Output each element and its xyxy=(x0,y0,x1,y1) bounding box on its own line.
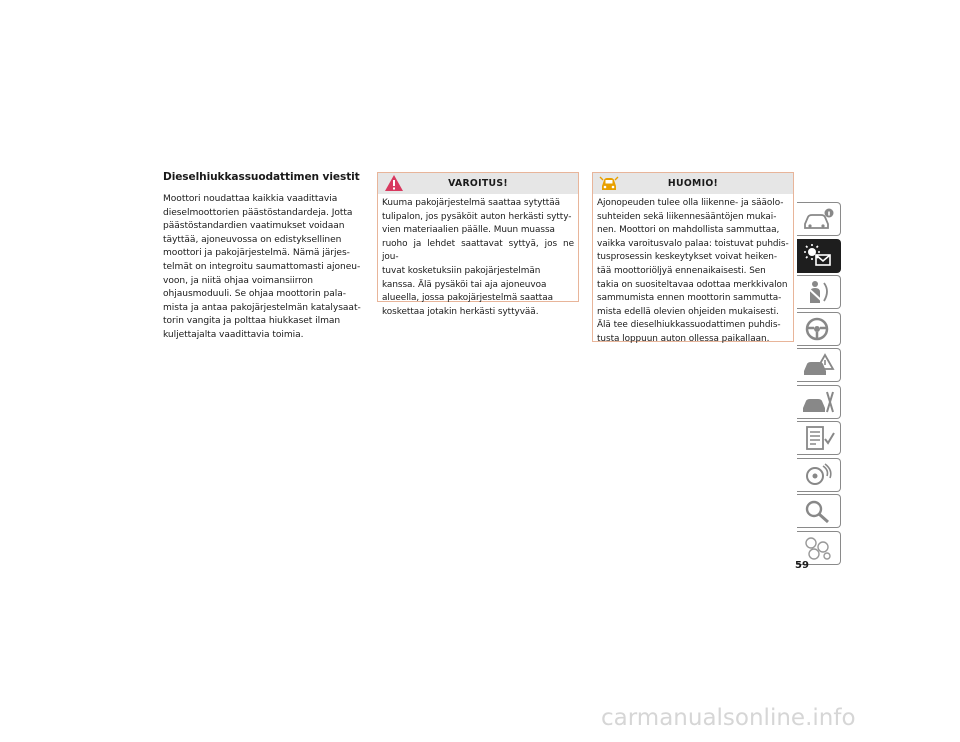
tab-specifications[interactable] xyxy=(797,421,841,455)
roadside-hazard-icon xyxy=(801,352,835,378)
note-box xyxy=(592,172,794,342)
watermark: carmanualsonline.info xyxy=(601,705,856,731)
tab-search-index[interactable] xyxy=(797,494,841,528)
car-service-tools-icon xyxy=(801,389,835,415)
warning-title: VAROITUS! xyxy=(448,178,508,189)
specifications-checklist-icon xyxy=(801,425,835,451)
tab-car-info[interactable] xyxy=(797,202,841,236)
car-info-icon xyxy=(801,206,835,232)
warning-header xyxy=(378,173,578,194)
page-number: 59 xyxy=(795,560,809,571)
section-paragraph: Moottori noudattaa kaikkia vaadittavia dieselmoottorien päästöstandardeja. Jotta päästöstandardien vaatimukset voidaan täyttää, ajoneuvossa on edistyksellinen moottori ja pakojärjestelmä. Nämä järjes- telmät on integroitu saumattomasti ajoneu- voon, ja niitä ohjaa voimansiirron ohjausmoduuli. Se ohjaa moottorin pala- mista ja antaa pakojärjestelmän katalysaat- torin vangita ja polttaa hiukkaset ilman kuljettajalta vaadittavia toimia. xyxy=(163,194,361,340)
chapter-tabs xyxy=(797,202,841,567)
multimedia-icon xyxy=(801,462,835,488)
note-header xyxy=(593,173,793,194)
note-title: HUOMIO! xyxy=(667,178,719,189)
seatbelt-safety-icon xyxy=(801,279,835,305)
tab-roadside-hazard[interactable] xyxy=(797,348,841,382)
search-index-icon xyxy=(801,498,835,524)
note-text: Ajonopeuden tulee olla liikenne- ja sääolo- suhteiden sekä liikennesääntöjen mukai- nen. Moottori on mahdollista sammuttaa, vaikka varoitusvalo palaa: toistuvat puhdis- tusprosessin keskeytykset voivat heiken- tää moottoriöljyä ennenaikaisesti. Sen takia on suositeltavaa odottaa merkkivalon sammumista ennen moottorin sammutta- mista edellä olevien ohjeiden mukaisesti. Älä tee dieselhiukkassuodattimen puhdis- tusta loppuun auton ollessa paikallaan. xyxy=(597,198,789,344)
section-heading: Dieselhiukkassuodattimen viestit xyxy=(163,171,360,183)
steering-wheel-icon xyxy=(801,316,835,342)
tab-seatbelt-safety[interactable] xyxy=(797,275,841,309)
tab-steering-wheel[interactable] xyxy=(797,312,841,346)
languages-icon xyxy=(801,535,835,561)
warning-triangle-icon xyxy=(384,174,404,192)
tab-multimedia[interactable] xyxy=(797,458,841,492)
section-column xyxy=(163,171,363,343)
car-hazard-icon xyxy=(599,174,619,192)
dashboard-lights-icon xyxy=(801,243,835,269)
tab-dashboard-lights[interactable] xyxy=(797,239,841,273)
warning-text: Kuuma pakojärjestelmä saattaa sytyttää tulipalon, jos pysäköit auton herkästi sytty- vien materiaalien päälle. Muun muassa ruoho ja lehdet saattavat syttyä, jos ne jou- tuvat kosketuksiin pakojärjestelmän kanssa. Älä pysäköi tai aja ajoneuvoa alueella, jossa pakojärjestelmä saattaa koskettaa jotakin herkästi syttyvää. xyxy=(382,198,574,317)
tab-car-service-tools[interactable] xyxy=(797,385,841,419)
warning-box xyxy=(377,172,579,317)
